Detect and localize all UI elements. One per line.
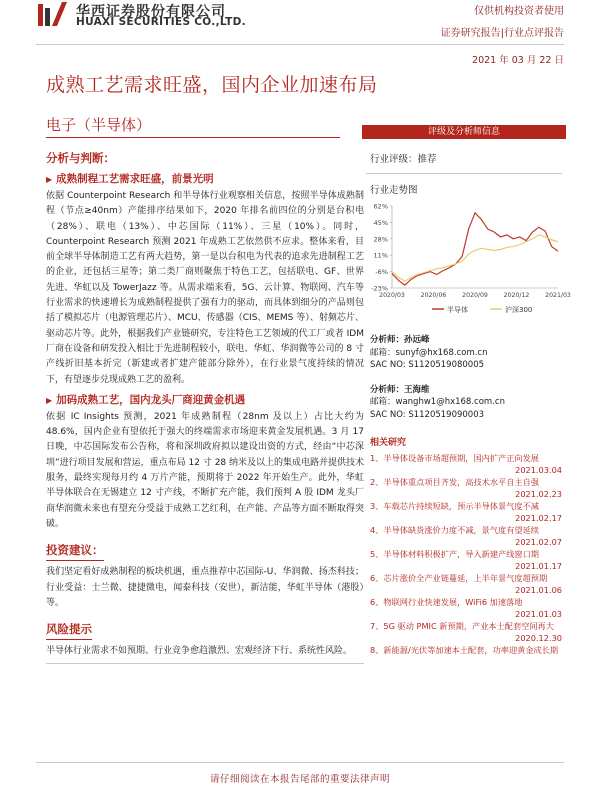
main-content <box>46 150 364 664</box>
y-tick-label: 11% <box>373 251 388 260</box>
triangle-bullet-icon: ▶ <box>46 395 53 405</box>
industry-trend-chart <box>362 200 571 320</box>
related-item[interactable] <box>362 548 566 572</box>
related-item[interactable] <box>362 644 566 656</box>
series-line-hs300 <box>392 235 558 281</box>
related-item-date: 2021.02.17 <box>515 513 562 523</box>
related-item-title: 5、半导体材料积极扩产，导入新建产线窗口期 <box>370 549 539 559</box>
analyst1-sac: SAC NO: S1120519080005 <box>370 360 485 370</box>
investment-heading: 投资建议： <box>46 542 104 561</box>
trend-title: 行业走势图 <box>370 185 418 196</box>
related-item[interactable] <box>362 596 566 620</box>
y-tick-label: -6% <box>375 268 388 277</box>
y-tick-label: 45% <box>373 218 388 227</box>
huaxi-logo-icon <box>36 0 70 28</box>
related-item-title: 8、新能源/光伏等加速本土配套，功率迎黄金成长期 <box>370 645 559 655</box>
legend-label: 半导体 <box>447 306 468 314</box>
related-item[interactable] <box>362 620 566 644</box>
x-tick-label: 2021/03 <box>545 292 571 299</box>
related-item-title: 7、5G 驱动 PMIC 新预期，产业本土配套空间再大 <box>370 621 554 631</box>
chart-legend <box>432 305 532 314</box>
related-item-date: 2021.01.06 <box>515 585 562 595</box>
triangle-bullet-icon: ▶ <box>46 175 53 184</box>
point2-title: 加码成熟工艺，国内龙头厂商迎黄金机遇 <box>56 393 246 406</box>
related-item-date: 2021.02.23 <box>515 489 562 499</box>
related-item[interactable] <box>362 524 566 548</box>
legend-label: 沪深300 <box>505 306 533 314</box>
left-divider <box>46 663 364 664</box>
x-tick-label: 2020/06 <box>420 292 447 299</box>
analyst2-name: 分析师：王海维 <box>370 384 430 395</box>
y-tick-label: 62% <box>373 202 388 211</box>
related-item-title: 3、车载芯片持续短缺，预示半导体景气度不减 <box>370 501 539 511</box>
y-tick-label: 28% <box>373 235 388 244</box>
chart-series <box>392 213 558 285</box>
sector-label: 电子（半导体） <box>46 116 152 134</box>
related-item-date: 2021.02.07 <box>515 537 562 547</box>
analyst1-name: 分析师：孙远峰 <box>370 335 430 345</box>
sidebar <box>362 125 571 656</box>
related-research-list <box>362 452 566 656</box>
related-item[interactable] <box>362 572 566 596</box>
analyst1-email[interactable]: 邮箱：sunyf@hx168.com.cn <box>370 347 488 358</box>
point2-paragraph: 依据 IC Insights 预测，2021 年成熟制程（28nm 及以上）占比大约为 48.6%，国内企业有望依托于强大的终端需求市场迎来黄金发展机遇。3 月 17 日晚，中芯国际发布公告称，将和深圳政府拟以建设出资的方式，经由“中芯深圳”进行项目发展和营运，重点布局 12 寸 28 纳米及以上的集成电路并提供技术服务，最终实现每月约 4 万片产能，预期将于 2022 年开始生产。此外，华虹半导体联合在无锡建立 12 寸产线，不断扩充产能，我们预判 A 股 IDM 龙头厂商华润微未来也有望充分受益于成熟工艺红利，在产能、产品等方面不断取得突破。 <box>46 411 365 529</box>
related-item-title: 1、半导体设备市场超预期，国内扩产正向发展 <box>370 453 539 463</box>
analysis-heading: 分析与判断： <box>46 151 115 165</box>
info-title-bar: 评级及分析师信息 <box>362 125 566 139</box>
report-title: 成熟工艺需求旺盛，国内企业加速布局 <box>46 74 378 96</box>
point1-heading <box>46 171 364 186</box>
x-tick-label: 2020/12 <box>503 292 530 299</box>
company-name-cn: 华西证券股份有限公司 <box>76 4 226 20</box>
legal-notice: 请仔细阅读在本报告尾部的重要法律声明 <box>209 774 390 785</box>
related-item-title: 4、半导体缺货涨价力度不减，景气度有望延续 <box>370 525 539 535</box>
industry-rating: 行业评级：推荐 <box>370 154 437 165</box>
investment-paragraph: 我们坚定看好成熟制程的板块机遇，重点推荐中芯国际-U、华润微、扬杰科技；行业受益：士兰微、捷捷微电，闻泰科技（安世），新洁能，华虹半导体（港股）等。 <box>46 567 364 608</box>
related-item-date: 2021.03.04 <box>515 465 562 475</box>
header-divider <box>36 44 564 45</box>
footer-divider <box>36 762 564 763</box>
risk-paragraph: 半导体行业需求不如预期、行业竞争愈趋激烈、宏观经济下行、系统性风险。 <box>46 646 353 657</box>
report-type: 证券研究报告|行业点评报告 <box>440 28 564 39</box>
related-item-date: 2021.01.03 <box>515 609 562 619</box>
related-item[interactable] <box>362 452 566 476</box>
analyst2-sac: SAC NO: S1120519090003 <box>370 409 485 420</box>
related-item-title: 2、半导体重点项目齐发，高技术水平自主自强 <box>370 477 539 487</box>
point1-paragraph: 依据 Counterpoint Research 和半导体行业观察相关信息，按照半导体成熟制程（节点≥40nm）产能排序结果如下，2020 年排名前四位的分别是台积电（28%）、联电（13%）、中芯国际（11%）、三星（10%）。同时，Counterpoint Research 预测 2021 年成熟工艺依然供不应求。整体来看，目前全球半导体制造工艺有两大趋势，第一是以台积电为代表的追求先进制程工艺的企业，还包括三星等；第二类厂商则聚焦于特色工艺，包括联电、GF、世界先进、华虹以及 TowerJazz 等。从需求端来看，5G、云计算、物联网、汽车等行业需求的快速增长为成熟制程提供了强有力的驱动，而具体到细分的产品则包括了模拟芯片（电源管理芯片）、MCU、传感器（CIS、MEMS 等）、射频芯片、驱动芯片等。此外，根据我们产业链研究，专注特色工艺领域的代工厂或者 IDM 厂商在设备和研发投入相比于先进制程较小，联电、华虹、华润微等公司的 8 寸产线折旧基本折完（新建或者扩建产能部分除外），在行业景气度持续的情况下，有望逐步兑现成熟工艺的盈利。 <box>46 191 364 385</box>
chart-axes <box>371 203 571 300</box>
sector-divider <box>46 137 340 138</box>
related-item-date: 2021.01.17 <box>515 561 562 571</box>
point1-title: 成熟制程工艺需求旺盛，前景光明 <box>56 173 214 185</box>
related-item-date: 2020.12.30 <box>515 633 562 643</box>
point2-heading <box>46 392 364 407</box>
x-tick-label: 2020/03 <box>379 292 405 299</box>
company-name-en: HUAXI SECURITIES CO.,LTD. <box>76 16 246 28</box>
x-tick-label: 2020/09 <box>462 292 488 299</box>
related-item[interactable] <box>362 476 566 500</box>
report-date: 2021 年 03 月 22 日 <box>472 55 564 66</box>
y-tick-label: -23% <box>371 284 388 293</box>
related-research-heading: 相关研究 <box>370 438 407 448</box>
related-item-title: 6、物联网行业快速发展，WiFi6 加速落地 <box>370 597 523 607</box>
restricted-notice: 仅供机构投资者使用 <box>474 6 564 17</box>
related-item[interactable] <box>362 500 566 524</box>
related-item-title: 6、芯片涨价全产业链蔓延，上半年景气度超预期 <box>370 573 548 583</box>
risk-heading: 风险提示 <box>46 621 92 640</box>
analyst2-email[interactable]: 邮箱：wanghw1@hx168.com.cn <box>370 397 505 407</box>
